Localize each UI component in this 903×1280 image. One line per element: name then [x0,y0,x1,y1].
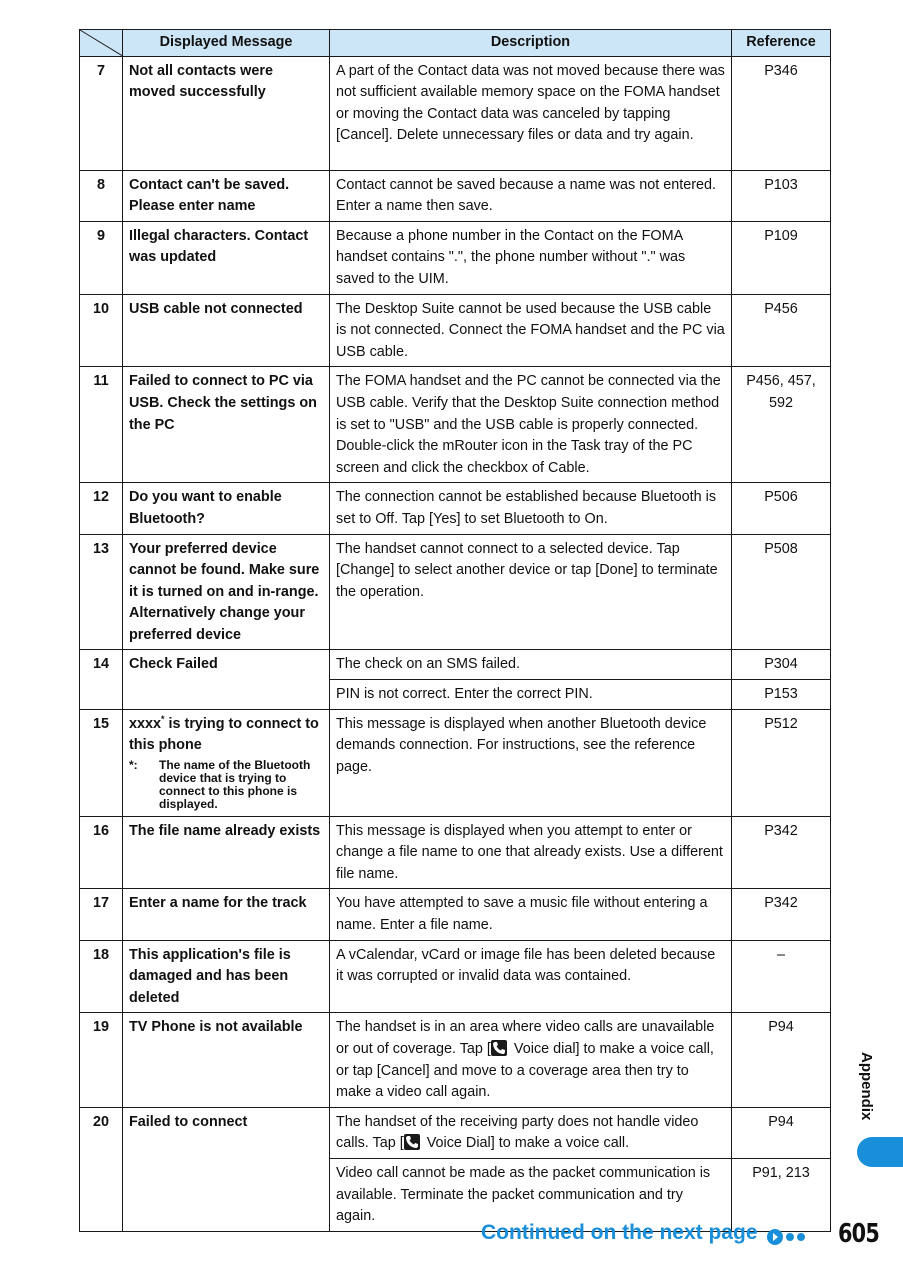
table-row [80,816,831,889]
description: Video call cannot be made as the packet communication is available. Terminate the packet communication and try again. [330,1158,732,1231]
reference-link: P346 [732,56,831,170]
reference-link: P456, 457, 592 [732,367,831,483]
row-number: 17 [80,889,123,940]
table-header-row [80,30,831,57]
displayed-message: Failed to connect [123,1107,330,1231]
voice-dial-phone-icon [404,1134,420,1150]
table-row [80,1107,831,1158]
footnote [129,759,323,811]
continued-on-next-page: Continued on the next page [481,1221,758,1244]
description: A part of the Contact data was not moved because there was not sufficient available memory space on the FOMA handset or moving the Contact data was canceled by tapping [Cancel]. Delete unnecessary files or data and try again. [330,56,732,170]
footnote-text: The name of the Bluetooth device that is trying to connect to this phone is displayed. [159,757,311,811]
row-number: 13 [80,534,123,650]
reference-link: P153 [732,680,831,710]
corner-cell [80,30,123,57]
table-row [80,294,831,367]
side-tab-marker [857,1137,903,1167]
displayed-message: This application's file is damaged and has been deleted [123,940,330,1013]
continue-dots [767,1229,805,1245]
row-number: 12 [80,483,123,534]
dot-icon [797,1233,805,1241]
displayed-message: Contact can't be saved. Please enter name [123,170,330,221]
reference-link: P94 [732,1013,831,1107]
table-row [80,1013,831,1107]
message-part: xxxx [129,715,162,732]
table-row [80,221,831,294]
description: The connection cannot be established because Bluetooth is set to Off. Tap [Yes] to set Bluetooth to On. [330,483,732,534]
description [330,1107,732,1158]
description: PIN is not correct. Enter the correct PIN. [330,680,732,710]
page-number: 605 [838,1219,880,1249]
displayed-message: USB cable not connected [123,294,330,367]
reference-link: P506 [732,483,831,534]
displayed-message: TV Phone is not available [123,1013,330,1107]
displayed-message: Failed to connect to PC via USB. Check the settings on the PC [123,367,330,483]
row-number: 8 [80,170,123,221]
voice-dial-phone-icon [491,1040,507,1056]
footnote-mark: *: [129,757,138,772]
table-row [80,367,831,483]
row-number: 9 [80,221,123,294]
displayed-message: Enter a name for the track [123,889,330,940]
description-part: Voice Dial] to make a voice call. [422,1135,630,1152]
table-row [80,170,831,221]
table-row [80,889,831,940]
description: The handset cannot connect to a selected device. Tap [Change] to select another device or tap [Done] to terminate the operation. [330,534,732,650]
reference-link: P109 [732,221,831,294]
table-row [80,650,831,680]
reference-link: P91, 213 [732,1158,831,1231]
row-number: 14 [80,650,123,709]
arrow-right-icon [767,1229,783,1245]
header-displayed-message: Displayed Message [123,30,330,57]
description: The Desktop Suite cannot be used because the USB cable is not connected. Connect the FOMA handset and the PC via USB cable. [330,294,732,367]
row-number: 20 [80,1107,123,1231]
row-number: 11 [80,367,123,483]
row-number: 10 [80,294,123,367]
row-number: 15 [80,709,123,816]
description: The FOMA handset and the PC cannot be connected via the USB cable. Verify that the Desktop Suite connection method is set to "USB" and the USB cable is properly connected. Double-click the mRouter icon in the Task tray of the PC screen and click the checkbox of Cable. [330,367,732,483]
description-part: Voice dial] to make a voice call, or tap [Cancel] and move to a coverage area then try to make a video call again. [336,1041,714,1101]
reference-link: P103 [732,170,831,221]
reference-link: – [732,940,831,1013]
description: This message is displayed when another Bluetooth device demands connection. For instructions, see the reference page. [330,709,732,816]
displayed-message: Illegal characters. Contact was updated [123,221,330,294]
reference-link: P94 [732,1107,831,1158]
displayed-message: Do you want to enable Bluetooth? [123,483,330,534]
header-reference: Reference [732,30,831,57]
description: Because a phone number in the Contact on the FOMA handset contains ".", the phone number without "." was saved to the UIM. [330,221,732,294]
reference-link: P342 [732,816,831,889]
side-tab-label: Appendix [858,1052,875,1121]
reference-link: P508 [732,534,831,650]
table-row [80,940,831,1013]
dot-icon [786,1233,794,1241]
footnote-star: * [161,713,165,724]
table-row [80,534,831,650]
error-message-table [79,29,831,1232]
table-row [80,709,831,816]
description-part: The handset is in an area where video calls are unavailable or out of coverage. Tap [ [336,1019,715,1057]
description: This message is displayed when you attempt to enter or change a file name to one that already exists. Use a different file name. [330,816,732,889]
description-part: The handset of the receiving party does not handle video calls. Tap [ [336,1113,699,1152]
displayed-message [123,709,330,816]
description: You have attempted to save a music file without entering a name. Enter a file name. [330,889,732,940]
row-number: 16 [80,816,123,889]
message-part: is trying to connect to this phone [129,715,319,754]
row-number: 18 [80,940,123,1013]
row-number: 19 [80,1013,123,1107]
table-row [80,56,831,170]
reference-link: P304 [732,650,831,680]
row-number: 7 [80,56,123,170]
description: A vCalendar, vCard or image file has been deleted because it was corrupted or invalid data was contained. [330,940,732,1013]
table-row [80,483,831,534]
displayed-message: Check Failed [123,650,330,709]
displayed-message: Your preferred device cannot be found. Make sure it is turned on and in-range. Alternatively change your preferred device [123,534,330,650]
reference-link: P342 [732,889,831,940]
reference-link: P512 [732,709,831,816]
header-description: Description [330,30,732,57]
reference-link: P456 [732,294,831,367]
description: The check on an SMS failed. [330,650,732,680]
displayed-message: The file name already exists [123,816,330,889]
description: Contact cannot be saved because a name was not entered. Enter a name then save. [330,170,732,221]
description [330,1013,732,1107]
displayed-message: Not all contacts were moved successfully [123,56,330,170]
